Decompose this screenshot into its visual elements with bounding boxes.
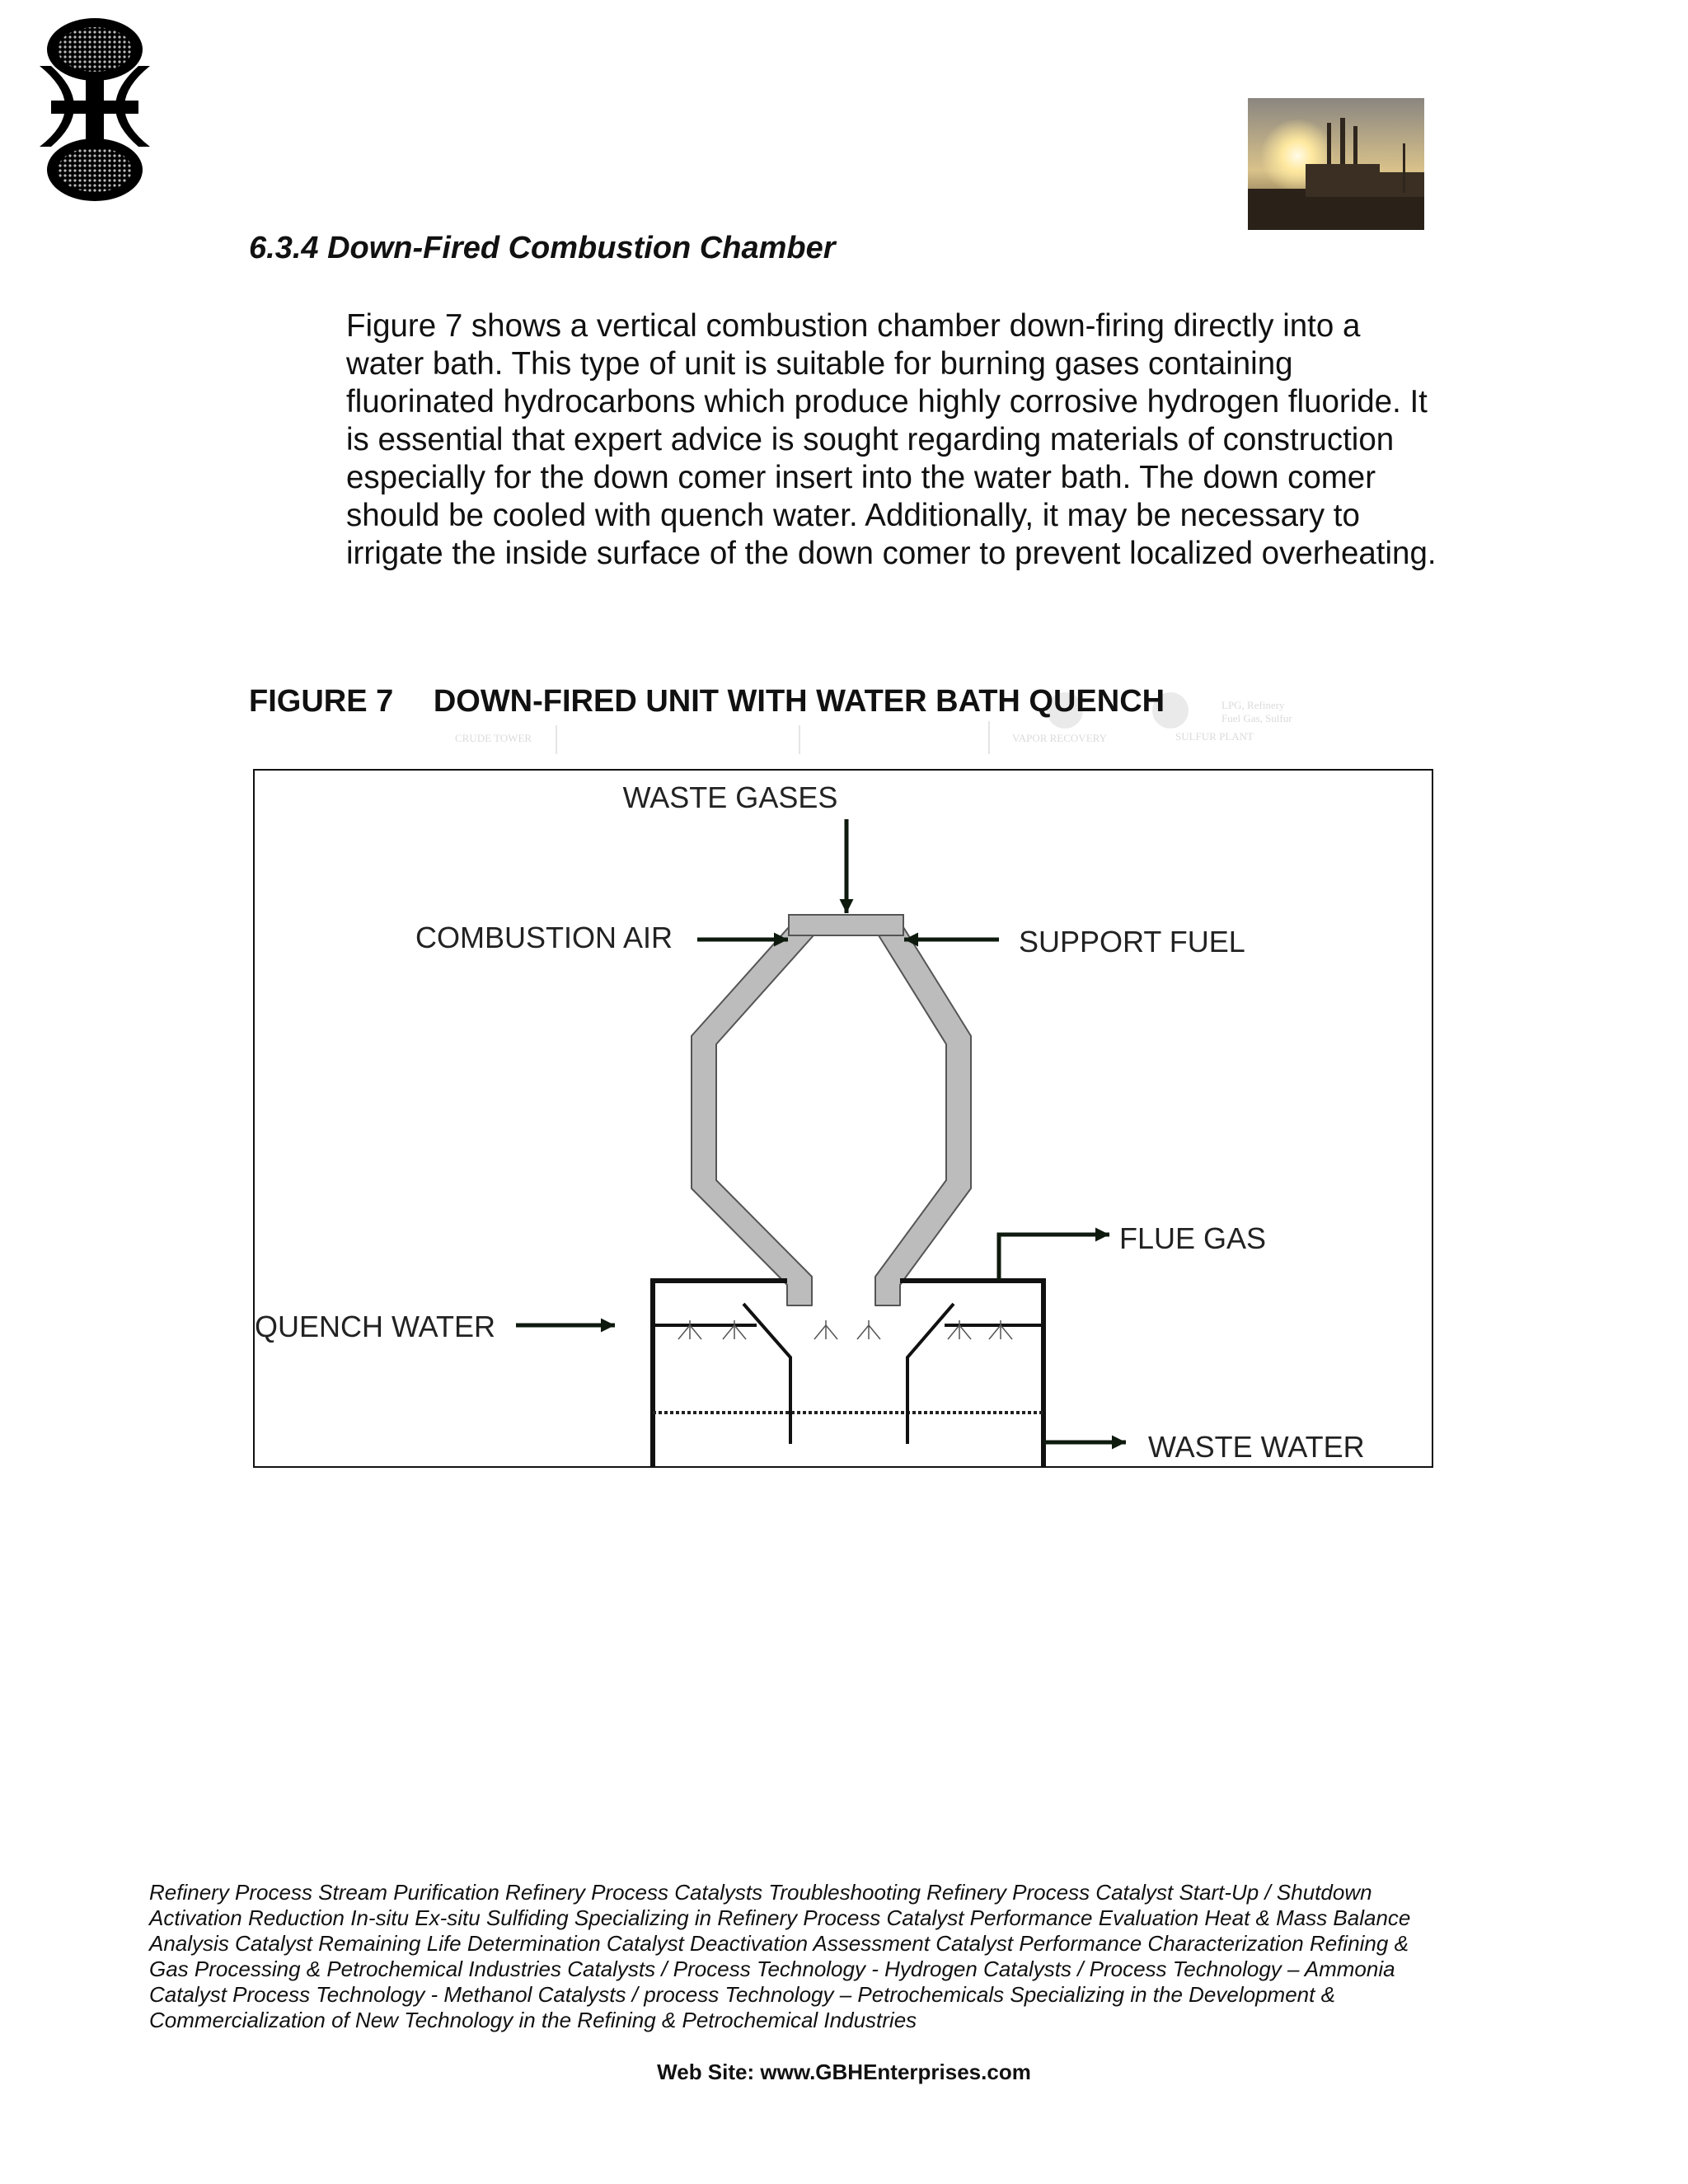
label-waste-gases: WASTE GASES	[622, 780, 838, 814]
label-flue-gas: FLUE GAS	[1119, 1221, 1267, 1255]
watermark-lpg-line1: LPG, Refinery	[1221, 699, 1285, 711]
label-support-fuel: SUPPORT FUEL	[1019, 925, 1245, 958]
figure-caption	[249, 684, 1165, 719]
label-combustion-air: COMBUSTION AIR	[415, 921, 673, 954]
combustion-chamber-wall-left	[692, 915, 814, 1305]
watermark-sulfur-plant: SULFUR PLANT	[1175, 730, 1254, 743]
footer-website[interactable]: Web Site: www.GBHEnterprises.com	[657, 2060, 1031, 2084]
company-logo	[33, 15, 157, 204]
figure-title: DOWN-FIRED UNIT WITH WATER BATH QUENCH	[433, 684, 1165, 719]
watermark-crude-tower: CRUDE TOWER	[455, 732, 532, 744]
body-paragraph: Figure 7 shows a vertical combustion chamber down-firing directly into a water bath. This type of unit is suitable for burning gases containing fluorinated hydrocarbons which produce highly corrosive hydrogen fluoride. It is essential that expert advice is sought regarding materials of construction especially for the down comer insert into the water bath. The down comer should be cooled with quench water. Additionally, it may be necessary to irrigate the inside surface of the down comer to prevent localized overheating.	[346, 308, 1437, 571]
label-quench-water: QUENCH WATER	[255, 1310, 495, 1343]
process-diagram	[252, 768, 1434, 1469]
refinery-photo	[1248, 98, 1424, 230]
section-heading: 6.3.4 Down-Fired Combustion Chamber	[249, 231, 836, 265]
watermark-lpg-line2: Fuel Gas, Sulfur	[1221, 712, 1292, 724]
footer-services-text: Refinery Process Stream Purification Refinery Process Catalysts Troubleshooting Refinery Process Catalyst Start-Up / Shutdown Activation Reduction In-situ Ex-situ Sulfiding Specializing in Refinery Process Catalyst Performance Evaluation Heat & Mass Balance Analysis Catalyst Remaining Life Determination Catalyst Deactivation Assessment Catalyst Performance Characterization Refining & Gas Processing & Petrochemical Industries Catalysts / Process Technology - Hydrogen Catalysts / Process Technology – Ammonia Catalyst Process Technology - Methanol Catalysts / process Technology – Petrochemicals Specializing in the Development & Commercialization of New Technology in the Refining & Petrochemical Industries	[149, 1880, 1411, 2032]
water-bath-vessel	[653, 1281, 1043, 1467]
combustion-chamber-wall-right	[875, 915, 971, 1305]
diagram-frame	[254, 770, 1432, 1467]
watermark-vapor-recovery: VAPOR RECOVERY	[1012, 732, 1107, 744]
flue-gas-line	[999, 1235, 1109, 1281]
label-waste-water: WASTE WATER	[1148, 1430, 1365, 1464]
burner-top-block	[789, 915, 903, 935]
spray-nozzles	[678, 1320, 1012, 1339]
figure-number: FIGURE 7	[249, 684, 394, 719]
